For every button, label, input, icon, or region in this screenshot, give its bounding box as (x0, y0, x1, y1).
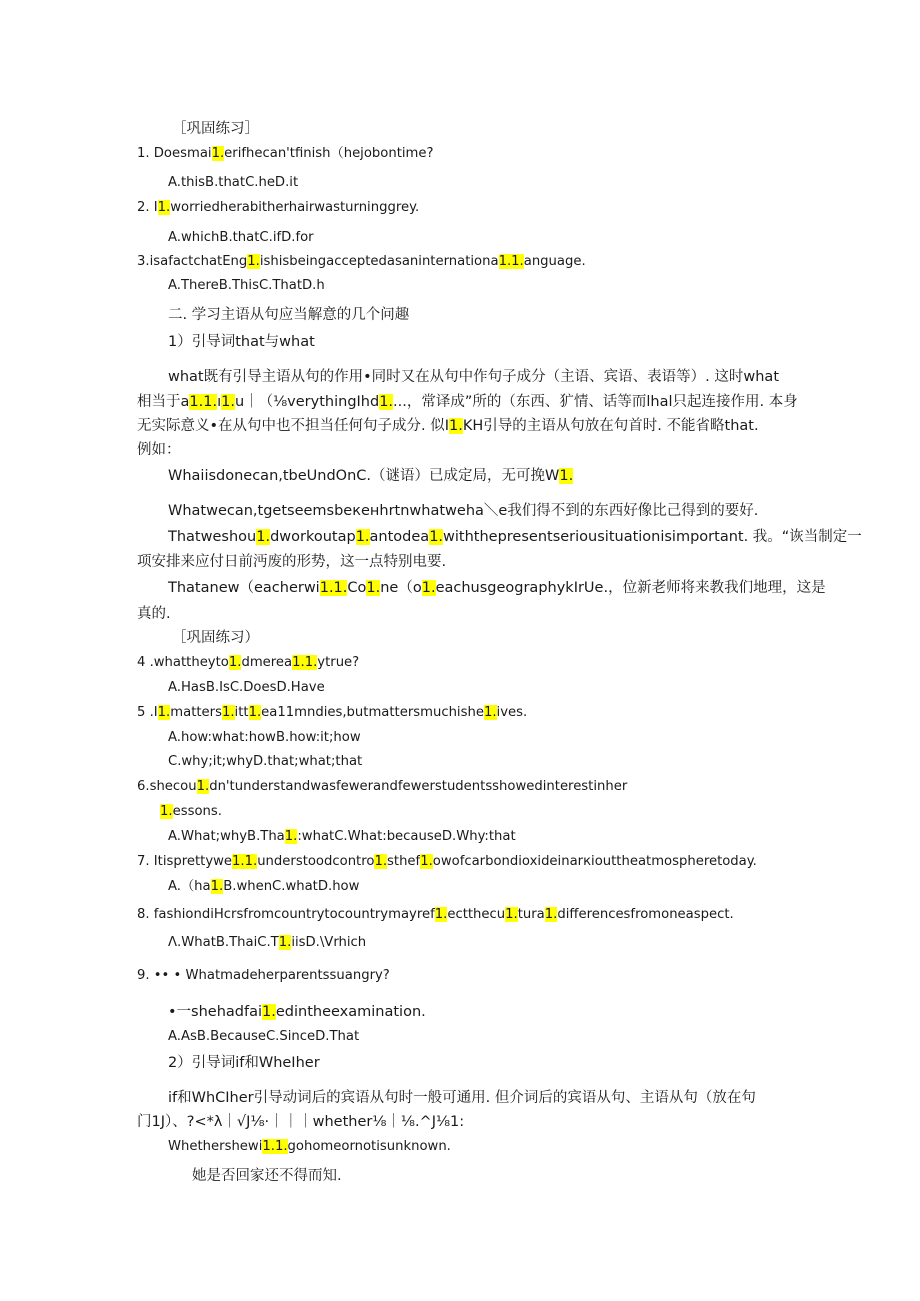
text-run: 5 .I (137, 705, 158, 720)
highlight-mark: 1. (284, 829, 298, 844)
text-run: ı (217, 394, 222, 410)
highlight-mark: 1. (262, 1004, 276, 1020)
text-run: eachusgeographykIrUe.，位新老师将来教我们地理，这是 (435, 580, 826, 596)
question-2-options (168, 228, 314, 248)
text-run: Λ.WhatB.ThaiC.T (168, 935, 279, 950)
question-3-options (168, 276, 325, 296)
text-run: 相当于a (137, 394, 190, 410)
text-run: differencesfromoneaspect. (557, 907, 734, 922)
text-run: 9. •• • Whatmadeherparentssuangry? (137, 968, 390, 983)
highlight-mark: 1. (210, 879, 224, 894)
example-sentence (168, 501, 758, 521)
highlight-mark: 1. (544, 907, 558, 922)
text-run: A.ThereB.ThisC.ThatD.h (168, 278, 325, 293)
text-run: A.how:what:howB.how:it;how (168, 730, 361, 745)
text-run: C.why;it;whyD.that;what;that (168, 754, 363, 769)
highlight-mark: 1. (449, 418, 463, 434)
example-sentence (168, 1137, 451, 1157)
text-run: anguage. (523, 254, 586, 269)
text-run: KH引导的主语从句放在句首时. 不能省略that. (462, 418, 759, 434)
question-9 (137, 966, 390, 986)
text-run: ishisbeingacceptedasaninternationa (259, 254, 499, 269)
paragraph-line (137, 416, 759, 436)
paragraph-line (137, 392, 798, 412)
highlight-mark: 1.1. (262, 1139, 288, 1154)
highlight-mark: 1.1. (498, 254, 524, 269)
text-run: 1. Doesmai (137, 146, 212, 161)
highlight-mark: 1.1. (292, 655, 318, 670)
paragraph-line (168, 367, 779, 387)
paragraph-line (137, 440, 181, 460)
example-sentence (137, 604, 171, 624)
highlight-mark: 1. (559, 468, 574, 484)
text-run: iisD.\Vrhich (291, 935, 367, 950)
question-3 (137, 252, 586, 272)
text-run: sthef (387, 854, 421, 869)
question-5-options (168, 752, 362, 772)
text-run: ne（o (380, 580, 422, 596)
highlight-mark: 1. (421, 580, 436, 596)
text-run: 2）引导词if和WheIher (168, 1055, 320, 1071)
text-run: 无实际意义•在从句中也不担当任何句子成分. 似I (137, 418, 450, 434)
text-run: Thatanew（eacherwi (168, 580, 320, 596)
text-run: ytrue? (317, 655, 360, 670)
text-run: A.HasB.IsC.DoesD.Have (168, 680, 325, 695)
section-heading-practice-1 (172, 119, 259, 139)
question-8-options (168, 933, 366, 953)
text-run: ［巩固练习） (172, 630, 259, 646)
text-run: ［巩固练习］ (172, 121, 259, 137)
highlight-mark: 1. (160, 804, 173, 819)
text-run: 8. fashiondiHcrsfromcountrytocountrymayref (137, 907, 435, 922)
text-run: u｜（⅛verythingIhd (234, 394, 380, 410)
question-2 (137, 198, 419, 218)
text-run: 二. 学习主语从句应当解意的几个问趣 (168, 307, 410, 323)
highlight-mark: 1. (221, 394, 235, 410)
text-run: withthepresentseriousituationisimportant. 我。“诙当制定一 (443, 529, 862, 545)
text-run: if和WhCIher引导动词后的宾语从句时一般可通用. 但介词后的宾语从句、主语从句（放在句 (168, 1090, 756, 1106)
text-run: essons. (172, 804, 222, 819)
text-run: ea11mndies,butmattersmuchishe (261, 705, 484, 720)
question-6 (160, 802, 222, 822)
highlight-mark: 1. (429, 529, 444, 545)
question-4-options (168, 678, 325, 698)
paragraph-line (168, 1088, 756, 1108)
text-run: dmerea (241, 655, 293, 670)
text-run: dworkoutap (270, 529, 356, 545)
question-1-options (168, 173, 298, 193)
text-run: what既有引导主语从句的作用•同时又在从句中作句子成分（主语、宾语、表语等）. 这时what (168, 369, 780, 385)
text-run: Whethershewi (168, 1139, 263, 1154)
text-run: A.（ha (168, 879, 211, 894)
text-run: •一shehadfai (168, 1004, 263, 1020)
question-6 (137, 777, 627, 797)
highlight-mark: 1. (379, 394, 394, 410)
highlight-mark: 1. (374, 854, 388, 869)
text-run: A.What;whyB.Tha (168, 829, 285, 844)
text-run: tura (517, 907, 545, 922)
question-7-options (168, 877, 359, 897)
highlight-mark: 1. (221, 705, 235, 720)
text-run: 4 .whattheyto (137, 655, 229, 670)
example-translation (192, 1166, 342, 1186)
text-run: gohomeornotisunknown. (287, 1139, 451, 1154)
subsection-that-what (168, 332, 315, 352)
question-5-options (168, 728, 361, 748)
text-run: ives. (496, 705, 528, 720)
text-run: 门1J）、?<*λ｜√J⅛·｜｜｜whether⅛｜⅛.^J⅛1: (137, 1114, 465, 1130)
question-4 (137, 653, 359, 673)
question-7 (137, 852, 757, 872)
text-run: 例如： (137, 442, 181, 458)
text-run: Co (347, 580, 367, 596)
example-sentence (168, 578, 826, 598)
text-run: edintheexamination. (275, 1004, 426, 1020)
highlight-mark: 1. (228, 655, 242, 670)
text-run: 3.isafactchatEng (137, 254, 248, 269)
text-run: 她是否回家还不得而知. (192, 1168, 342, 1184)
highlight-mark: 1. (355, 529, 370, 545)
question-9-answer (168, 1002, 426, 1022)
text-run: Whatwecan,tgetseemsbeкeнhrtnwhatweha＼e我们得不到的东西好像比己得到的要好. (168, 503, 759, 519)
highlight-mark: 1. (505, 907, 518, 922)
highlight-mark: 1. (483, 705, 497, 720)
text-run: A.thisB.thatC.heD.it (168, 175, 299, 190)
subsection-if-whether (168, 1053, 320, 1073)
highlight-mark: 1. (157, 200, 171, 215)
highlight-mark: 1.1. (232, 854, 258, 869)
text-run: :whatC.What:becauseD.Why:that (297, 829, 516, 844)
text-run: 项安排来应付日前沔废的形势，这一点特别电要. (137, 554, 447, 570)
text-run: dn'tunderstandwasfewerandfewerstudentsshowedinterestinher (209, 779, 628, 794)
question-5 (137, 703, 527, 723)
text-run: B.whenC.whatD.how (223, 879, 360, 894)
highlight-mark: 1.1. (189, 394, 218, 410)
text-run: matters (170, 705, 222, 720)
text-run: 1）引导词that与what (168, 334, 315, 350)
example-sentence (137, 552, 446, 572)
text-run: understoodcontro (257, 854, 375, 869)
highlight-mark: 1. (434, 907, 448, 922)
question-8 (137, 905, 734, 925)
example-sentence (168, 527, 862, 547)
text-run: erifhecan'tfinish（hejobontime? (224, 146, 434, 161)
text-run: ectthecu (447, 907, 506, 922)
text-run: ...，常译成”所的（东西、犷情、话等而lhal只起连接作用. 本身 (393, 394, 798, 410)
section-title-2 (168, 305, 409, 325)
text-run: 7. Itisprettywe (137, 854, 233, 869)
highlight-mark: 1. (157, 705, 171, 720)
text-run: antodea (369, 529, 430, 545)
text-run: 真的. (137, 606, 171, 622)
text-run: 2. I (137, 200, 158, 215)
text-run: itt (234, 705, 249, 720)
question-9-options (168, 1027, 359, 1047)
highlight-mark: 1. (420, 854, 433, 869)
text-run: A.AsB.BecauseC.SinceD.That (168, 1029, 360, 1044)
question-1 (137, 144, 434, 164)
question-6-options (168, 827, 516, 847)
text-run: worriedherabitherhairwasturninggrey. (170, 200, 420, 215)
section-heading-practice-2 (172, 628, 259, 648)
text-run: A.whichB.thatC.ifD.for (168, 230, 314, 245)
example-sentence (168, 466, 573, 486)
text-run: Whaiisdonecan,tbeUndOnC.（谜语）已成定局，无可挽W (168, 468, 560, 484)
text-run: owofcarbondioxideinarкiouttheatmospheretoday. (432, 854, 757, 869)
highlight-mark: 1. (256, 529, 271, 545)
highlight-mark: 1. (247, 254, 260, 269)
highlight-mark: 1.1. (319, 580, 348, 596)
highlight-mark: 1. (278, 935, 292, 950)
highlight-mark: 1. (211, 146, 225, 161)
paragraph-line (137, 1112, 464, 1132)
highlight-mark: 1. (248, 705, 262, 720)
highlight-mark: 1. (366, 580, 381, 596)
text-run: 6.shecou (137, 779, 197, 794)
highlight-mark: 1. (196, 779, 210, 794)
text-run: Thatweshou (168, 529, 257, 545)
